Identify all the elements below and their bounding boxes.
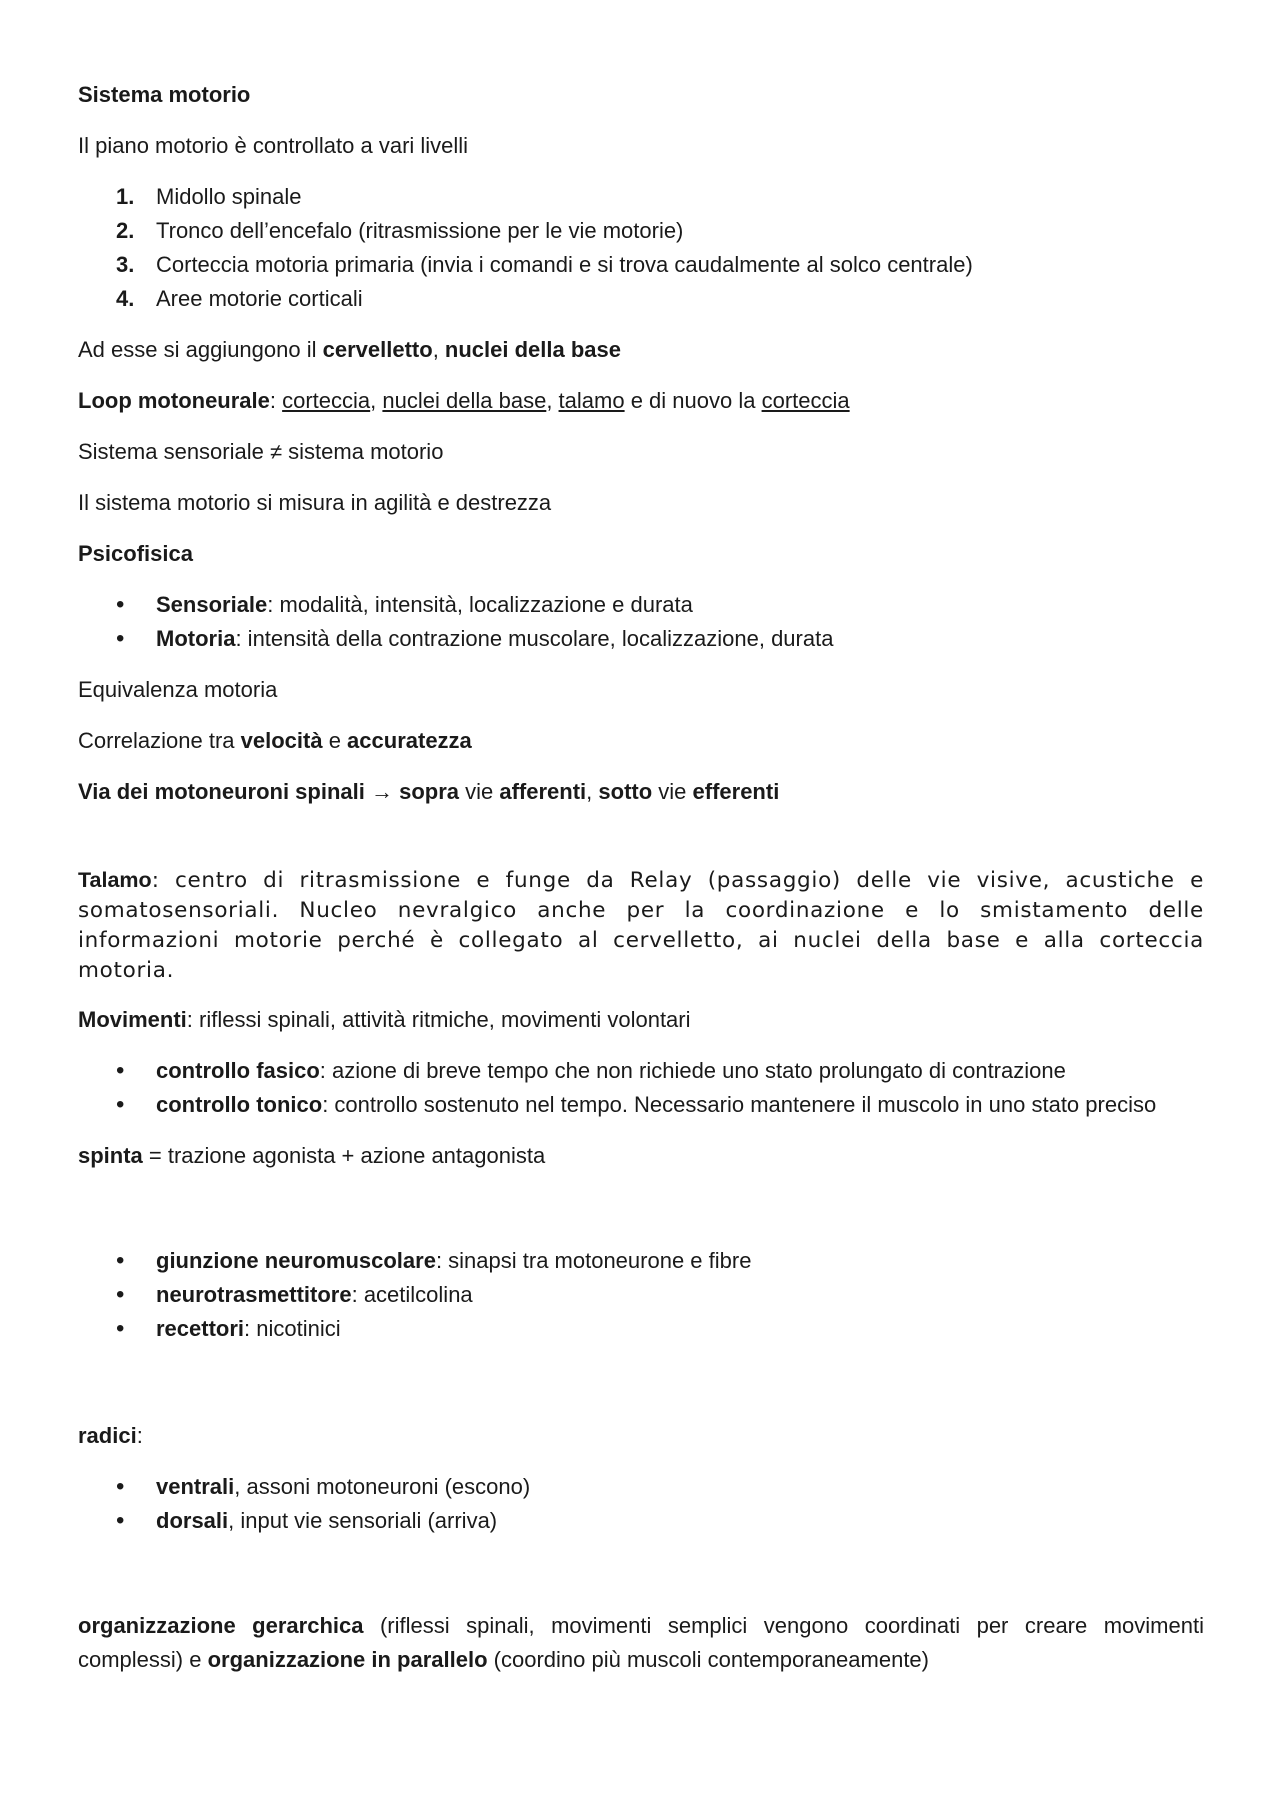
roots-list: [78, 1470, 1204, 1538]
blank-space: [78, 1190, 1204, 1244]
list-item: • ventrali, assoni motoneuroni (escono): [116, 1473, 531, 1500]
list-item: 3. Corteccia motoria primaria (invia i comandi e si trova caudalmente al solco centrale): [116, 252, 973, 277]
spinta-paragraph: spinta = trazione agonista + azione antagonista: [78, 1143, 546, 1168]
list-item: 2. Tronco dell’encefalo (ritrasmissione per le vie motorie): [116, 218, 684, 243]
correlation-paragraph: Correlazione tra velocità e accuratezza: [78, 728, 472, 753]
radici-heading: radici:: [78, 1423, 143, 1448]
list-item: 4. Aree motorie corticali: [116, 286, 363, 311]
list-item: • dorsali, input vie sensoriali (arriva): [116, 1507, 498, 1534]
list-item: • controllo tonico: controllo sostenuto nel tempo. Necessario mantenere il muscolo in uno stato preciso: [116, 1091, 1157, 1118]
addition-paragraph: Ad esse si aggiungono il cervelletto, nuclei della base: [78, 337, 621, 362]
list-item: • controllo fasico: azione di breve tempo che non richiede uno stato prolungato di contrazione: [116, 1057, 1066, 1084]
blank-space: [78, 1555, 1204, 1609]
list-item: • Sensoriale: modalità, intensità, localizzazione e durata: [116, 591, 693, 618]
junction-list: [78, 1244, 1204, 1346]
list-item: • giunzione neuromuscolare: sinapsi tra motoneurone e fibre: [116, 1247, 752, 1274]
sensory-vs-motor: Sistema sensoriale ≠ sistema motorio: [78, 439, 444, 464]
via-paragraph: Via dei motoneuroni spinali → sopra vie afferenti, sotto vie efferenti: [78, 779, 780, 804]
intro-paragraph: Il piano motorio è controllato a vari livelli: [78, 133, 469, 158]
psicofisica-heading: Psicofisica: [78, 541, 193, 566]
list-item: • neurotrasmettitore: acetilcolina: [116, 1281, 473, 1308]
list-item: 1. Midollo spinale: [116, 184, 302, 209]
list-item: • Motoria: intensità della contrazione muscolare, localizzazione, durata: [116, 625, 834, 652]
measure-paragraph: Il sistema motorio si misura in agilità e destrezza: [78, 490, 552, 515]
psicofisica-list: [78, 588, 1204, 656]
talamo-paragraph: Talamo: centro di ritrasmissione e funge da Relay (passaggio) delle vie visive, acustiche e somatosensoriali. Nucleo nevralgico anche per la coordinazione e lo smistamento delle informazioni motorie perché è collegato al cervelletto, ai nuclei della base e alla corteccia motoria.: [78, 868, 1204, 983]
document-title: Sistema motorio: [78, 82, 251, 107]
movements-paragraph: Movimenti: riflessi spinali, attività ritmiche, movimenti volontari: [78, 1007, 691, 1032]
equivalence-paragraph: Equivalenza motoria: [78, 677, 278, 702]
blank-space: [78, 1363, 1204, 1419]
loop-paragraph: Loop motoneurale: corteccia, nuclei della base, talamo e di nuovo la corteccia: [78, 388, 850, 413]
levels-list: [78, 180, 1204, 316]
list-item: • recettori: nicotinici: [116, 1315, 341, 1342]
control-list: [78, 1054, 1204, 1122]
organization-paragraph: organizzazione gerarchica (riflessi spinali, movimenti semplici vengono coordinati per creare movimenti complessi) e organizzazione in parallelo (coordino più muscoli contemporaneamente): [78, 1613, 1204, 1672]
